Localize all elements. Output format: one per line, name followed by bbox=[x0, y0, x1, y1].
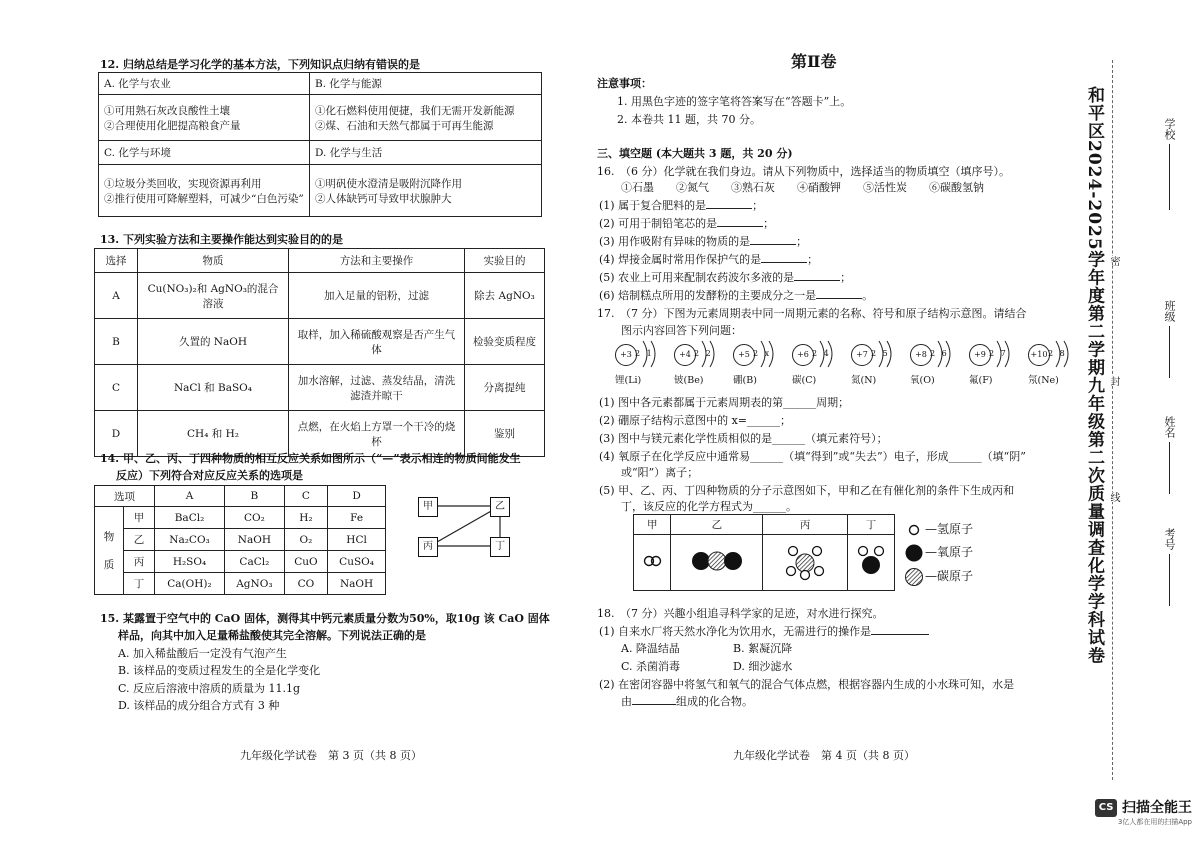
atom-label: 锂(Li) bbox=[615, 375, 642, 386]
atom-label: 氖(Ne) bbox=[1028, 375, 1059, 386]
atom-label: 硼(B) bbox=[733, 375, 757, 386]
atom-nucleus: +8 bbox=[910, 344, 932, 366]
left-page bbox=[0, 0, 585, 847]
atom-diagram bbox=[674, 340, 730, 392]
seal-line bbox=[1112, 60, 1113, 780]
q18-sub-1: (1) 自来水厂将天然水净化为饮用水，无需进行的操作是 bbox=[599, 624, 929, 639]
q12-b-title: B. 化学与能源 bbox=[310, 73, 542, 95]
q12-c-title: C. 化学与环境 bbox=[99, 141, 310, 165]
q13-row-d: D CH₄ 和 H₂ 点燃，在火焰上方罩一个干冷的烧杯 鉴别 bbox=[95, 411, 545, 457]
molecule-bing bbox=[763, 535, 848, 591]
q17-sub-4: (4) 氧原子在化学反应中通常易______（填“得到”或“失去”）电子，形成______（填“阴” bbox=[599, 450, 1026, 463]
seal-mi: 密 bbox=[1108, 256, 1119, 266]
q16-sub-2: (2) 可用于制铅笔芯的是 ； bbox=[599, 217, 775, 230]
molecule-yi bbox=[671, 535, 763, 591]
q15-option-d: D. 该样品的成分组合方式有 3 种 bbox=[118, 699, 280, 712]
q18-option-d: D. 细沙滤水 bbox=[733, 660, 793, 673]
q17-sub-2: (2) 硼原子结构示意图中的 x=______； bbox=[599, 414, 791, 427]
q17-sub-3: (3) 图中与镁元素化学性质相似的是______（填元素符号）； bbox=[599, 432, 888, 445]
q18-option-c: C. 杀菌消毒 bbox=[621, 660, 681, 673]
q13-stem: 13. 下列实验方法和主要操作能达到实验目的的是 bbox=[100, 233, 343, 246]
q14-table: 选项 A B C D 物 质 甲 BaCl₂ CO₂ H₂ Fe 乙 Na₂CO₃ NaOH O₂ HCl 丙 H₂SO₄ CaCl₂ CuO CuSO₄ 丁 Ca(OH)₂ AgNO₃ CO NaOH bbox=[94, 485, 386, 595]
q18-option-a: A. 降温结晶 bbox=[621, 642, 680, 655]
molecule-table: 甲 乙 丙 丁 bbox=[633, 514, 895, 591]
right-footer: 九年级化学试卷 第 4 页（共 8 页） bbox=[733, 749, 915, 762]
q16-sub-6: (6) 焙制糕点所用的发酵粉的主要成分之一是 。 bbox=[599, 289, 874, 302]
q16-choices: ①石墨 ②氮气 ③熟石灰 ④硝酸钾 ⑤活性炭 ⑥碳酸氢钠 bbox=[621, 181, 984, 194]
q12-d-title: D. 化学与生活 bbox=[310, 141, 542, 165]
atom-diagram bbox=[733, 340, 789, 392]
section-title: 三、填空题 (本大题共 3 题，共 20 分) bbox=[597, 147, 793, 160]
q17-sub-5: (5) 甲、乙、丙、丁四种物质的分子示意图如下，甲和乙在有催化剂的条件下生成丙和 bbox=[599, 484, 1015, 497]
q13-row-b: B 久置的 NaOH 取样，加入稀硫酸观察是否产生气体 检验变质程度 bbox=[95, 319, 545, 365]
atom-diagram bbox=[851, 340, 907, 392]
atom-nucleus: +6 bbox=[792, 344, 814, 366]
q15-option-b: B. 该样品的变质过程发生的全是化学变化 bbox=[118, 664, 321, 677]
q13-row-a: A Cu(NO₃)₂和 AgNO₃的混合溶液 加入足量的铝粉，过滤 除去 AgNO₃ bbox=[95, 273, 545, 319]
seal-feng: 封 bbox=[1108, 376, 1119, 386]
q18-stem: 18. （7 分）兴趣小组追寻科学家的足迹，对水进行探究。 bbox=[597, 607, 884, 620]
q14-stem-2: 反应）下列符合对应反应关系的选项是 bbox=[116, 469, 303, 482]
atom-shells: 2 2 bbox=[694, 349, 713, 358]
atom-shells: 2 4 bbox=[812, 349, 831, 358]
atom-label: 氧(O) bbox=[910, 375, 935, 386]
right-page: 第Ⅱ卷 注意事项： 1. 用黑色字迹的签字笔将答案写在“答题卡”上。 2. 本卷共 11 题，共 70 分。 三、填空题 (本大题共 3 题，共 20 分) 16. （6 分）化学就在我们身边。请从下列物质中，选择适当的物质填空（填序号）。 ①石墨 ②氮气 ③熟石灰 ④硝酸钾 ⑤活性炭 ⑥碳酸氢钠 (1) 属于复合肥料的是 ； (2) 可用于制铅笔芯的是 ； (3) 用作吸附有异味的物质的是 ； (4) 焊接金属时常用作保护气的是 ； (5) 农业上可用来配制农药波尔多液的是 ； (6) 焙制糕点所用的发酵粉的主要成分之一是 。 17. （7 分）下图为元素周期表中同一周期元素的名称、符号和原子结构示意图。请结合 图示内容回答下列问题： +3 2 1 锂(Li) +4 2 2 铍(Be) +5 2 x 硼(B) +6 2 4 碳(C) +7 2 5 氮(N) +8 2 6 氧(O) +9 2 7 氟(F) +10 2 8 氖(Ne) (1) 图中各元素都属于元素周期表的第______周期； (2) 硼原子结构示意图中的 x=______； (3) 图中与镁元素化学性质相似的是______（填元素符号）； (4) 氧原子在化学反应中通常易______（填“得到”或“失去”）电子，形成______（填“阴” 或“阳”）离子； (5) 甲、乙、丙、丁四种物质的分子示意图如下，甲和乙在有催化剂的条件下生成丙和 丁，该反应的化学方程式为______。 甲 乙 丙 丁 —氢原子 —氧原子 —碳原子 18. （7 分）兴趣小组追寻科学家的足迹，对水进行探究。 (1) 自来水厂将天然水净化为饮用水，无需进行的操作是 A. 降温结晶 B. 絮凝沉降 C. 杀菌消毒 D. 细沙滤水 (2) 在密闭容器中将氢气和氧气的混合气体点燃，根据容器内生成的小水珠可知，水是 由 组成的化合物。 九年级化学试卷 第 4 页（共 8 页） bbox=[585, 0, 1145, 847]
q16-stem: 16. （6 分）化学就在我们身边。请从下列物质中，选择适当的物质填空（填序号）。 bbox=[597, 165, 1010, 178]
atom-label: 氮(N) bbox=[851, 375, 877, 386]
field-school: 学校 bbox=[1161, 118, 1177, 210]
field-exam-number: 考号 bbox=[1161, 528, 1177, 606]
section-heading: 第Ⅱ卷 bbox=[791, 52, 837, 71]
atom-diagram bbox=[1028, 340, 1084, 392]
q17-sub-4b: 或“阳”）离子； bbox=[599, 466, 699, 479]
q12-d-items: ①明矾使水澄清是吸附沉降作用 ②人体缺钙可导致甲状腺肿大 bbox=[310, 165, 542, 217]
q18-sub-2: (2) 在密闭容器中将氢气和氧气的混合气体点燃，根据容器内生成的小水珠可知，水是 bbox=[599, 678, 1015, 691]
q18-option-b: B. 絮凝沉降 bbox=[733, 642, 793, 655]
seal-xian: 线 bbox=[1108, 492, 1119, 502]
q13-table: 选择 物质 方法和主要操作 实验目的 A Cu(NO₃)₂和 AgNO₃的混合溶液 加入足量的铝粉，过滤 除去 AgNO₃ B 久置的 NaOH 取样，加入稀硫酸观察是否产生气体 检验变质程度 C NaCl 和 BaSO₄ 加水溶解，过滤、蒸发结晶，清洗滤渣并晾干 分离提纯 D CH₄ 和 H₂ 点燃，在火焰上方罩一个干冷的烧杯 鉴别 bbox=[94, 248, 545, 457]
q17-sub-5b: 丁，该反应的化学方程式为______。 bbox=[599, 500, 797, 513]
notice-item-2: 2. 本卷共 11 题，共 70 分。 bbox=[617, 113, 761, 126]
atom-diagram bbox=[969, 340, 1025, 392]
q17-stem-1: 17. （7 分）下图为元素周期表中同一周期元素的名称、符号和原子结构示意图。请结合 bbox=[597, 307, 1027, 320]
q16-sub-4: (4) 焊接金属时常用作保护气的是 ； bbox=[599, 253, 819, 266]
atom-label: 铍(Be) bbox=[674, 375, 704, 386]
notice-item-1: 1. 用黑色字迹的签字笔将答案写在“答题卡”上。 bbox=[617, 95, 852, 108]
atom-label: 碳(C) bbox=[792, 375, 817, 386]
molecule-ding bbox=[848, 535, 895, 591]
q18-sub-2b: 由 组成的化合物。 bbox=[621, 695, 753, 708]
atom-structure-row bbox=[615, 340, 1085, 392]
notice-title: 注意事项： bbox=[597, 77, 652, 90]
diagram-node-yi: 乙 bbox=[490, 497, 510, 517]
diagram-node-jia: 甲 bbox=[418, 497, 438, 517]
q17-stem-2: 图示内容回答下列问题： bbox=[621, 324, 742, 337]
diagram-node-bing: 丙 bbox=[418, 537, 438, 557]
diagram-node-ding: 丁 bbox=[490, 537, 510, 557]
q12-a-title: A. 化学与农业 bbox=[99, 73, 310, 95]
q12-a-items: ①可用熟石灰改良酸性土壤 ②合理使用化肥提高粮食产量 bbox=[99, 95, 310, 141]
q15-option-c: C. 反应后溶液中溶质的质量为 11.1g bbox=[118, 682, 301, 695]
q12-c-items: ①垃圾分类回收，实现资源再利用 ②推行使用可降解塑料，可减少“白色污染” bbox=[99, 165, 310, 217]
atom-label: 氟(F) bbox=[969, 375, 993, 386]
cs-logo-icon: CS bbox=[1095, 799, 1117, 817]
q16-sub-1: (1) 属于复合肥料的是 ； bbox=[599, 199, 764, 212]
atom-nucleus: +3 bbox=[615, 344, 637, 366]
q12-b-items: ①化石燃料使用便捷，我们无需开发新能源 ②煤、石油和天然气都属于可再生能源 bbox=[310, 95, 542, 141]
atom-diagram bbox=[792, 340, 848, 392]
atom-diagram bbox=[615, 340, 671, 392]
atom-shells: 2 8 bbox=[1048, 349, 1067, 358]
atom-shells: 2 7 bbox=[989, 349, 1008, 358]
q14-stem-1: 14. 甲、乙、丙、丁四种物质的相互反应关系如图所示（“—”表示相连的物质间能发生 bbox=[100, 452, 521, 465]
atom-nucleus: +9 bbox=[969, 344, 991, 366]
exam-title: 和平区2024-2025学年度第二学期九年级第二次质量调查化学学科试卷 bbox=[1084, 86, 1104, 665]
atom-nucleus: +10 bbox=[1028, 344, 1050, 366]
atom-shells: 2 6 bbox=[930, 349, 949, 358]
molecule-jia bbox=[634, 535, 671, 591]
atom-shells: 2 x bbox=[753, 349, 772, 358]
q15-stem-1: 15. 某露置于空气中的 CaO 固体，测得其中钙元素质量分数为50%，取10g 该 CaO 固体 bbox=[100, 612, 550, 625]
q15-stem-2: 样品，向其中加入足量稀盐酸使其完全溶解。下列说法正确的是 bbox=[118, 629, 426, 642]
scanner-watermark: CS 扫描全能王 3亿人都在用的扫描App bbox=[1095, 797, 1192, 827]
left-footer: 九年级化学试卷 第 3 页（共 8 页） bbox=[240, 749, 422, 762]
atom-shells: 2 1 bbox=[635, 349, 654, 358]
q16-sub-3: (3) 用作吸附有异味的物质的是 ； bbox=[599, 235, 808, 248]
atom-shells: 2 5 bbox=[871, 349, 890, 358]
atom-nucleus: +4 bbox=[674, 344, 696, 366]
q15-option-a: A. 加入稀盐酸后一定没有气泡产生 bbox=[118, 647, 287, 660]
field-name: 姓名 bbox=[1161, 416, 1177, 494]
q12-table bbox=[98, 72, 542, 217]
atom-nucleus: +5 bbox=[733, 344, 755, 366]
q17-sub-1: (1) 图中各元素都属于元素周期表的第______周期； bbox=[599, 396, 850, 409]
field-class: 班级 bbox=[1161, 300, 1177, 378]
atom-nucleus: +7 bbox=[851, 344, 873, 366]
q13-row-c: C NaCl 和 BaSO₄ 加水溶解，过滤、蒸发结晶，清洗滤渣并晾干 分离提纯 bbox=[95, 365, 545, 411]
q16-sub-5: (5) 农业上可用来配制农药波尔多液的是 ； bbox=[599, 271, 852, 284]
atom-diagram bbox=[910, 340, 966, 392]
q12-stem: 12. 归纳总结是学习化学的基本方法，下列知识点归纳有错误的是 bbox=[100, 58, 420, 71]
